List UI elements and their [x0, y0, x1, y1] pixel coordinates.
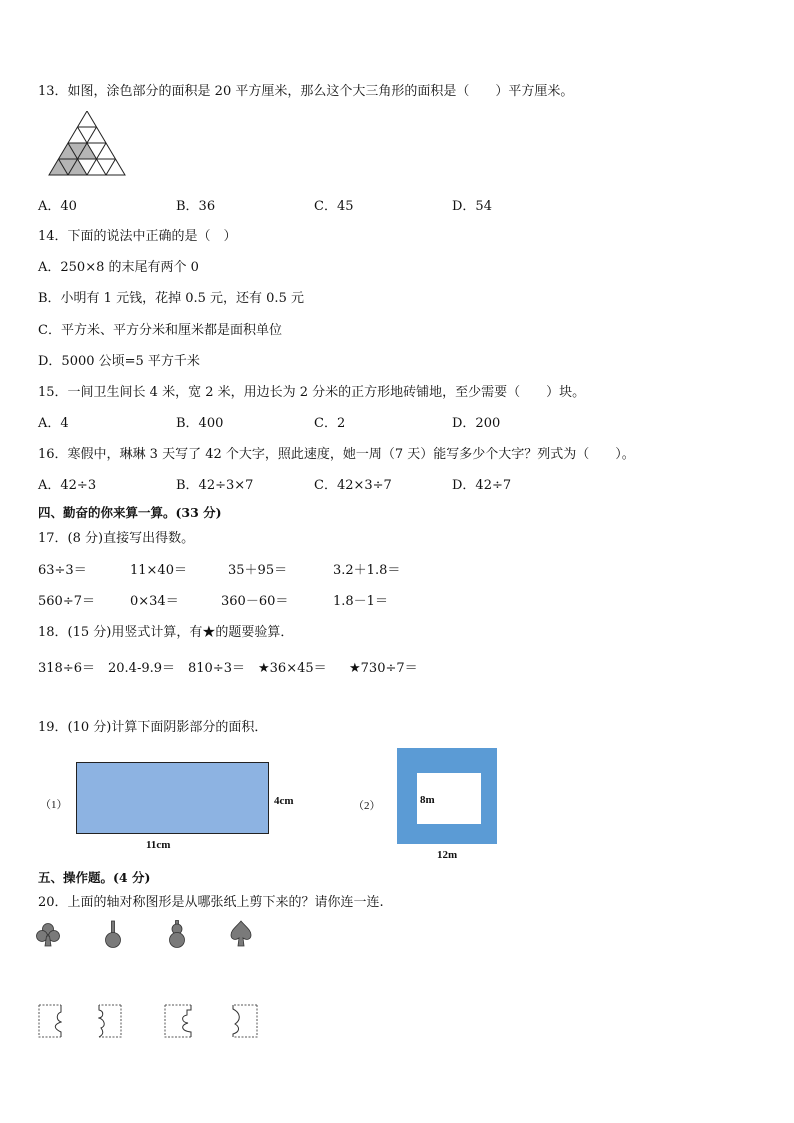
- q17-item: 560÷7＝: [38, 594, 95, 609]
- q13-option-c[interactable]: C．45: [314, 199, 354, 214]
- q16-stem: 16．寒假中，琳琳 3 天写了 42 个大字，照此速度，她一周（7 天）能写多少个大字？列式为（ ）。: [38, 447, 635, 462]
- section-5-heading: 五、操作题。(4 分): [38, 870, 151, 885]
- q18-stem: 18．(15 分)用竖式计算，有★的题要验算．: [38, 625, 294, 640]
- q17-item: 360－60＝: [221, 594, 289, 609]
- q18-item: 318÷6＝: [38, 661, 95, 676]
- mirror-icon[interactable]: [102, 920, 124, 948]
- q17-item: 63÷3＝: [38, 563, 87, 578]
- fig2-tag: （2）: [353, 800, 381, 812]
- q16-option-b[interactable]: B．42÷3×7: [176, 478, 254, 493]
- fig2-inner-label: 8m: [420, 794, 435, 806]
- q15-option-c[interactable]: C．2: [314, 416, 346, 431]
- gourd-icon[interactable]: [166, 920, 188, 948]
- q15-option-a[interactable]: A．4: [38, 416, 69, 431]
- q18-item: ★730÷7＝: [349, 661, 418, 676]
- fig1-rectangle: [76, 762, 269, 834]
- triangle-grid-figure: [44, 111, 126, 183]
- q16-option-a[interactable]: A．42÷3: [38, 478, 97, 493]
- q13-option-a[interactable]: A．40: [38, 199, 77, 214]
- q14-stem: 14．下面的说法中正确的是（ ）: [38, 229, 237, 244]
- q15-option-d[interactable]: D．200: [452, 416, 501, 431]
- q17-stem: 17．(8 分)直接写出得数。: [38, 531, 195, 546]
- q13-option-b[interactable]: B．36: [176, 199, 216, 214]
- q17-item: 35＋95＝: [228, 563, 288, 578]
- q17-item: 3.2＋1.8＝: [333, 563, 401, 578]
- q14-option-d[interactable]: D．5000 公顷=5 平方千米: [38, 354, 200, 369]
- q15-stem: 15．一间卫生间长 4 米，宽 2 米，用边长为 2 分米的正方形地砖铺地，至少需要（ ）块。: [38, 385, 586, 400]
- q20-stem: 20．上面的轴对称图形是从哪张纸上剪下来的？请你连一连.: [38, 895, 384, 910]
- folded-paper-icon[interactable]: [232, 1004, 258, 1038]
- q17-item: 1.8－1＝: [333, 594, 388, 609]
- q18-item: 20.4-9.9＝: [108, 661, 176, 676]
- club-icon[interactable]: [36, 922, 60, 948]
- fig1-tag: （1）: [40, 799, 68, 811]
- folded-paper-icon[interactable]: [38, 1004, 62, 1038]
- q15-option-b[interactable]: B．400: [176, 416, 224, 431]
- q14-option-c[interactable]: C．平方米、平方分米和厘米都是面积单位: [38, 323, 282, 338]
- q14-option-a[interactable]: A．250×8 的末尾有两个 0: [38, 260, 199, 275]
- folded-paper-icon[interactable]: [98, 1004, 122, 1038]
- folded-paper-icon[interactable]: [164, 1004, 192, 1038]
- q13-stem: 13．如图，涂色部分的面积是 20 平方厘米，那么这个大三角形的面积是（ ）平方厘米。: [38, 84, 574, 99]
- q17-item: 0×34＝: [130, 594, 179, 609]
- fig1-height-label: 4cm: [274, 795, 294, 807]
- q13-option-d[interactable]: D．54: [452, 199, 492, 214]
- spade-icon[interactable]: [229, 920, 253, 948]
- q18-item: 810÷3＝: [188, 661, 245, 676]
- q16-option-c[interactable]: C．42×3÷7: [314, 478, 392, 493]
- q19-stem: 19．(10 分)计算下面阴影部分的面积．: [38, 720, 268, 735]
- section-4-heading: 四、勤奋的你来算一算。(33 分): [38, 505, 222, 520]
- fig2-outer-label: 12m: [437, 849, 458, 861]
- q17-item: 11×40＝: [130, 563, 187, 578]
- q16-option-d[interactable]: D．42÷7: [452, 478, 512, 493]
- fig1-width-label: 11cm: [146, 839, 171, 851]
- q18-item: ★36×45＝: [258, 661, 327, 676]
- q14-option-b[interactable]: B．小明有 1 元钱，花掉 0.5 元，还有 0.5 元: [38, 291, 304, 306]
